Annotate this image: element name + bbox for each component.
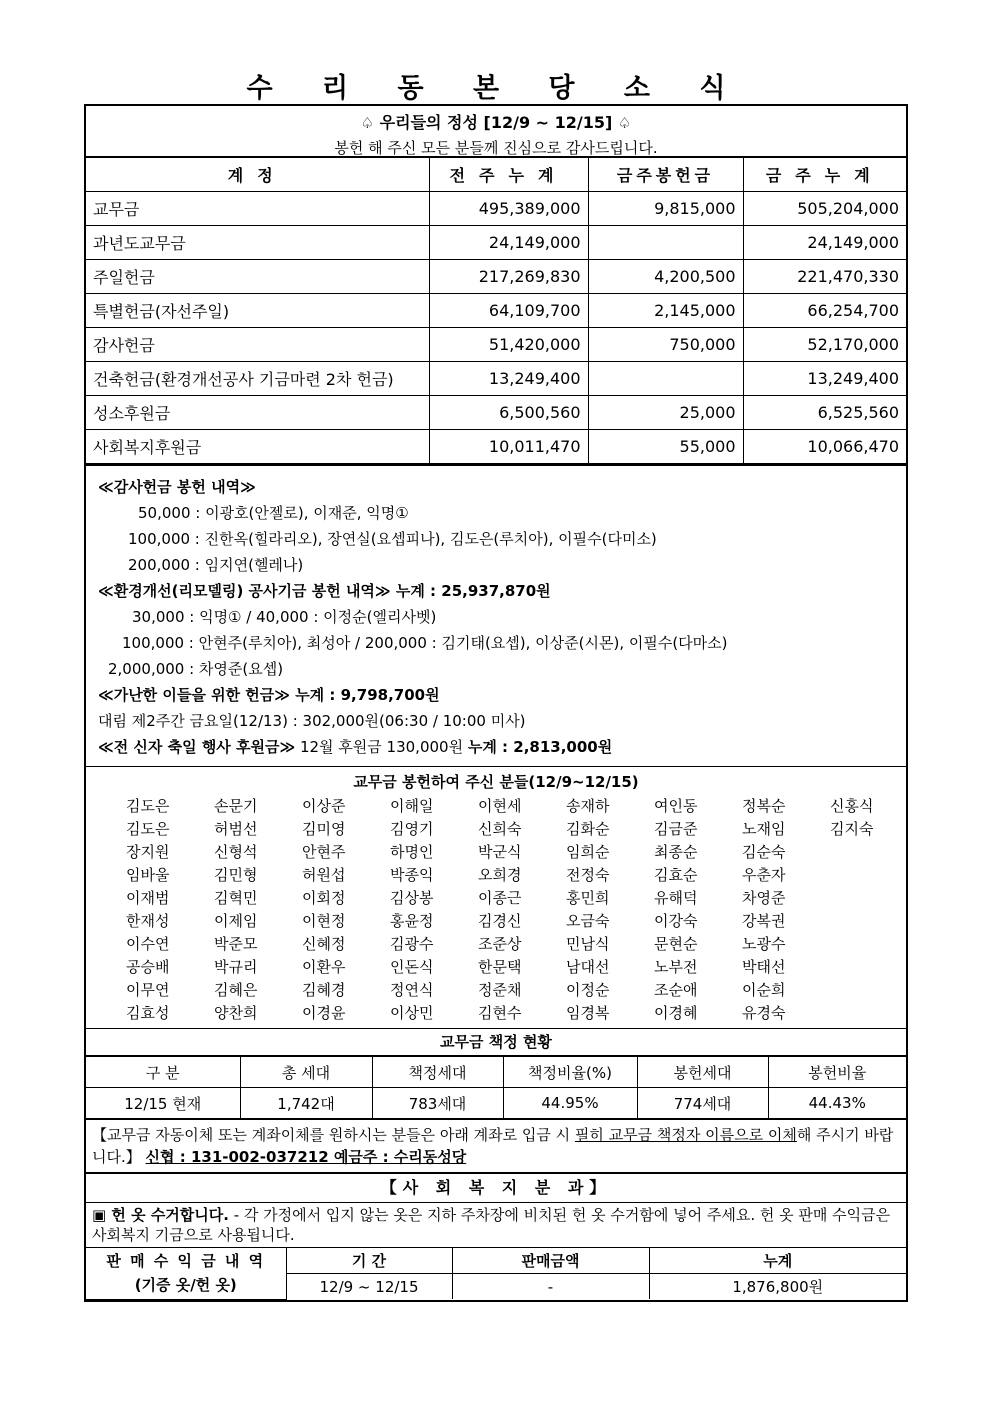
donor-name: 이강숙	[654, 912, 698, 930]
amount-cell: 6,525,560	[743, 396, 906, 430]
donor-name: 차영준	[742, 889, 786, 907]
offering-header	[86, 106, 906, 157]
donor-name: 신혜정	[302, 935, 346, 953]
welfare-title: 【사 회 복 지 분 과】	[86, 1172, 906, 1203]
col-prev-total: 전주누계	[429, 158, 588, 192]
tithe-status-title: 교무금 책정 현황	[86, 1029, 906, 1056]
donor-name: 신형석	[214, 843, 258, 861]
account-name: 교무금	[86, 192, 429, 226]
feast-support-line	[98, 734, 894, 760]
donor-name: 양찬희	[214, 1004, 258, 1022]
donor-name: 김민형	[214, 866, 258, 884]
account-info: 신협 : 131-002-037212 예금주 : 수리동성당	[145, 1148, 467, 1166]
donor-name: 김혁민	[214, 889, 258, 907]
offering-row	[86, 430, 906, 464]
donor-name: 노부전	[654, 958, 698, 976]
offering-row	[86, 362, 906, 396]
donor-name: 김혜은	[214, 981, 258, 999]
transfer-notice: 【교무금 자동이체 또는 계좌이체를 원하시는 분들은 아래 계좌로 입금 시 필히 교무금 책정자 이름으로 이체해 주시기 바랍니다.】 신협 : 131-002-037212 예금주 : 수리동성당	[86, 1119, 906, 1172]
donor-name: 박준모	[214, 935, 258, 953]
thanks-line: 50,000 : 이광호(안젤로), 이재준, 익명①	[138, 504, 409, 522]
amount-cell: 55,000	[588, 430, 743, 464]
col-account: 계정	[86, 158, 429, 192]
donor-name: 임바울	[126, 866, 170, 884]
tithe-cell: 44.95%	[503, 1088, 637, 1119]
donor-name: 여인동	[654, 797, 698, 815]
amount-cell: 13,249,400	[429, 362, 588, 396]
col-total: 금주누계	[743, 158, 906, 192]
donor-name: 이재범	[126, 889, 170, 907]
donor-name: 이상준	[302, 797, 346, 815]
donor-name: 박군식	[478, 843, 522, 861]
poor-offering-title: ≪가난한 이들을 위한 헌금≫ 누계 : 9,798,700원	[98, 686, 440, 704]
sales-header: 누계	[649, 1248, 906, 1274]
thanks-offering-title: ≪감사헌금 봉헌 내역≫	[98, 478, 256, 496]
welfare-lead: ▣ 헌 옷 수거합니다.	[92, 1206, 229, 1224]
donor-name: 김효성	[126, 1004, 170, 1022]
donor-name: 이무연	[126, 981, 170, 999]
donor-name: 김광수	[390, 935, 434, 953]
donor-name: 이상민	[390, 1004, 434, 1022]
donor-name: 강복권	[742, 912, 786, 930]
donor-name	[830, 842, 918, 863]
donor-name: 이현세	[478, 797, 522, 815]
donor-name: 유경숙	[742, 1004, 786, 1022]
donor-name: 이경윤	[302, 1004, 346, 1022]
tithe-header: 구 분	[86, 1057, 240, 1088]
amount-cell: 750,000	[588, 328, 743, 362]
donor-name: 임경복	[566, 1004, 610, 1022]
donor-name: 손문기	[214, 797, 258, 815]
donor-name: 홍윤정	[390, 912, 434, 930]
sales-table	[86, 1247, 906, 1300]
donor-name: 유해덕	[654, 889, 698, 907]
amount-cell: 2,145,000	[588, 294, 743, 328]
donor-name: 이회정	[302, 889, 346, 907]
donor-name: 이정순	[566, 981, 610, 999]
donor-name: 안현주	[302, 843, 346, 861]
donors-section	[86, 766, 906, 1028]
donor-name: 하명인	[390, 843, 434, 861]
donor-name: 홍민희	[566, 889, 610, 907]
donor-name: 김도은	[126, 797, 170, 815]
donor-name: 오희경	[478, 866, 522, 884]
donor-name: 허원섭	[302, 866, 346, 884]
offering-rows	[86, 192, 906, 464]
account-name: 성소후원금	[86, 396, 429, 430]
donor-name: 인돈식	[390, 958, 434, 976]
thanks-line: 100,000 : 진한옥(힐라리오), 장연실(요셉피나), 김도은(루치아), 이필수(다미소)	[128, 530, 657, 548]
tithe-header: 봉헌비율	[768, 1057, 906, 1088]
page-title: 수 리 동 본 당 소 식	[246, 73, 746, 104]
donor-name: 이수연	[126, 935, 170, 953]
sales-header: 기 간	[286, 1248, 452, 1274]
welfare-text: - 각 가정에서 입지 않는 옷은 지하 주차장에 비치된 헌 옷 수거함에 넣어 주세요. 헌 옷 판매 수익금은 사회복지 기금으로 사용됩니다.	[92, 1206, 891, 1244]
donor-name: 이현정	[302, 912, 346, 930]
account-name: 특별헌금(자선주일)	[86, 294, 429, 328]
donor-name: 최종순	[654, 843, 698, 861]
donor-name: 김금준	[654, 820, 698, 838]
donor-name: 정준채	[478, 981, 522, 999]
donor-name: 김미영	[302, 820, 346, 838]
spade-icon: ♤	[360, 114, 375, 132]
amount-cell: 217,269,830	[429, 260, 588, 294]
donor-name: 한재성	[126, 912, 170, 930]
donor-name: 정연식	[390, 981, 434, 999]
donor-name: 박규리	[214, 958, 258, 976]
donors-title: 교무금 봉헌하여 주신 분들(12/9~12/15)	[353, 773, 639, 791]
offering-row	[86, 226, 906, 260]
donor-name: 허범선	[214, 820, 258, 838]
feast-support-total: 누계 : 2,813,000원	[467, 738, 613, 756]
welfare-notice	[86, 1203, 906, 1247]
donor-name	[830, 957, 918, 978]
donor-name: 이환우	[302, 958, 346, 976]
offering-row	[86, 260, 906, 294]
donor-name: 장지원	[126, 843, 170, 861]
amount-cell: 24,149,000	[429, 226, 588, 260]
amount-cell: 6,500,560	[429, 396, 588, 430]
donor-name: 신홍식	[830, 797, 874, 815]
feast-support-amount: 12월 후원금 130,000원	[295, 738, 468, 756]
donor-name: 우춘자	[742, 866, 786, 884]
donor-name: 김경신	[478, 912, 522, 930]
spade-icon: ♤	[617, 114, 632, 132]
tithe-cell: 783세대	[372, 1088, 503, 1119]
amount-cell: 25,000	[588, 396, 743, 430]
donor-name: 김현수	[478, 1004, 522, 1022]
col-this-week: 금주봉헌금	[588, 158, 743, 192]
donor-name: 김화순	[566, 820, 610, 838]
offering-heading: 우리들의 정성 [12/9 ~ 12/15]	[379, 113, 613, 132]
donor-name: 한문택	[478, 958, 522, 976]
tithe-cell: 1,742대	[240, 1088, 372, 1119]
donor-name: 김영기	[390, 820, 434, 838]
sales-cell: 12/9 ~ 12/15	[286, 1274, 452, 1300]
sales-cell: -	[452, 1274, 649, 1300]
donor-name: 전정숙	[566, 866, 610, 884]
amount-cell: 4,200,500	[588, 260, 743, 294]
tithe-status-section	[86, 1028, 906, 1172]
remodel-line: 100,000 : 안현주(루치아), 최성아 / 200,000 : 김기태(요셉), 이상준(시몬), 이필수(다마소)	[122, 634, 728, 652]
donor-name: 김지숙	[830, 820, 874, 838]
tithe-cell: 44.43%	[768, 1088, 906, 1119]
sales-cell: 1,876,800원	[649, 1274, 906, 1300]
account-name: 과년도교무금	[86, 226, 429, 260]
bulletin-frame	[84, 104, 908, 1302]
donor-name: 이경혜	[654, 1004, 698, 1022]
tithe-header: 봉헌세대	[637, 1057, 768, 1088]
donor-name: 조순애	[654, 981, 698, 999]
donor-name: 신희숙	[478, 820, 522, 838]
amount-cell: 64,109,700	[429, 294, 588, 328]
sales-header: 판매금액	[452, 1248, 649, 1274]
tithe-header: 책정비율(%)	[503, 1057, 637, 1088]
donor-name	[830, 1003, 918, 1024]
donor-name: 김순숙	[742, 843, 786, 861]
remodel-title: ≪환경개선(리모델링) 공사기금 봉헌 내역≫ 누계 : 25,937,870원	[98, 582, 551, 600]
donor-name	[830, 934, 918, 955]
amount-cell: 221,470,330	[743, 260, 906, 294]
donor-name: 민남식	[566, 935, 610, 953]
donor-name: 박태선	[742, 958, 786, 976]
amount-cell: 495,389,000	[429, 192, 588, 226]
remodel-line: 30,000 : 익명① / 40,000 : 이정순(엘리사벳)	[132, 608, 437, 626]
amount-cell: 52,170,000	[743, 328, 906, 362]
amount-cell: 66,254,700	[743, 294, 906, 328]
amount-cell: 51,420,000	[429, 328, 588, 362]
donor-name: 노광수	[742, 935, 786, 953]
thanks-line: 200,000 : 임지연(헬레나)	[128, 556, 304, 574]
donor-name: 김상봉	[390, 889, 434, 907]
sales-label: 판 매 수 익 금 내 역 (기증 옷/헌 옷)	[86, 1248, 286, 1300]
account-name: 감사헌금	[86, 328, 429, 362]
amount-cell: 10,066,470	[743, 430, 906, 464]
donor-name: 임희순	[566, 843, 610, 861]
donor-name: 공승배	[126, 958, 170, 976]
donor-name	[830, 911, 918, 932]
amount-cell: 10,011,470	[429, 430, 588, 464]
tithe-cell: 12/15 현재	[86, 1088, 240, 1119]
offering-row	[86, 396, 906, 430]
donor-name	[830, 980, 918, 1001]
poor-offering-line: 대림 제2주간 금요일(12/13) : 302,000원(06:30 / 10:00 미사)	[98, 712, 526, 730]
account-name: 건축헌금(환경개선공사 기금마련 2차 헌금)	[86, 362, 429, 396]
offering-row	[86, 294, 906, 328]
offering-row	[86, 328, 906, 362]
donor-name: 김효순	[654, 866, 698, 884]
donor-name: 오금숙	[566, 912, 610, 930]
donor-name: 이종근	[478, 889, 522, 907]
donor-name: 김혜경	[302, 981, 346, 999]
amount-cell: 9,815,000	[588, 192, 743, 226]
offering-details	[86, 464, 906, 766]
amount-cell	[588, 226, 743, 260]
donor-name: 조준상	[478, 935, 522, 953]
donor-name	[830, 865, 918, 886]
donor-name: 김도은	[126, 820, 170, 838]
amount-cell: 505,204,000	[743, 192, 906, 226]
donor-name: 송재하	[566, 797, 610, 815]
offering-row	[86, 192, 906, 226]
donor-names	[86, 792, 906, 1028]
amount-cell: 24,149,000	[743, 226, 906, 260]
donor-name	[830, 888, 918, 909]
donor-name: 정복순	[742, 797, 786, 815]
donor-name: 이제임	[214, 912, 258, 930]
offering-table	[86, 157, 906, 464]
donor-name: 박종익	[390, 866, 434, 884]
donor-name: 남대선	[566, 958, 610, 976]
tithe-header: 책정세대	[372, 1057, 503, 1088]
tithe-status-table	[86, 1056, 906, 1119]
remodel-line: 2,000,000 : 차영준(요셉)	[108, 660, 284, 678]
donor-name: 문현순	[654, 935, 698, 953]
offering-thanks: 봉헌 해 주신 모든 분들께 진심으로 감사드립니다.	[334, 139, 658, 157]
amount-cell	[588, 362, 743, 396]
donor-name: 이순희	[742, 981, 786, 999]
feast-support-title: ≪전 신자 축일 행사 후원금≫	[98, 738, 296, 756]
account-name: 사회복지후원금	[86, 430, 429, 464]
amount-cell: 13,249,400	[743, 362, 906, 396]
account-name: 주일헌금	[86, 260, 429, 294]
donor-name: 이해일	[390, 797, 434, 815]
donor-name: 노재임	[742, 820, 786, 838]
tithe-cell: 774세대	[637, 1088, 768, 1119]
tithe-header: 총 세대	[240, 1057, 372, 1088]
